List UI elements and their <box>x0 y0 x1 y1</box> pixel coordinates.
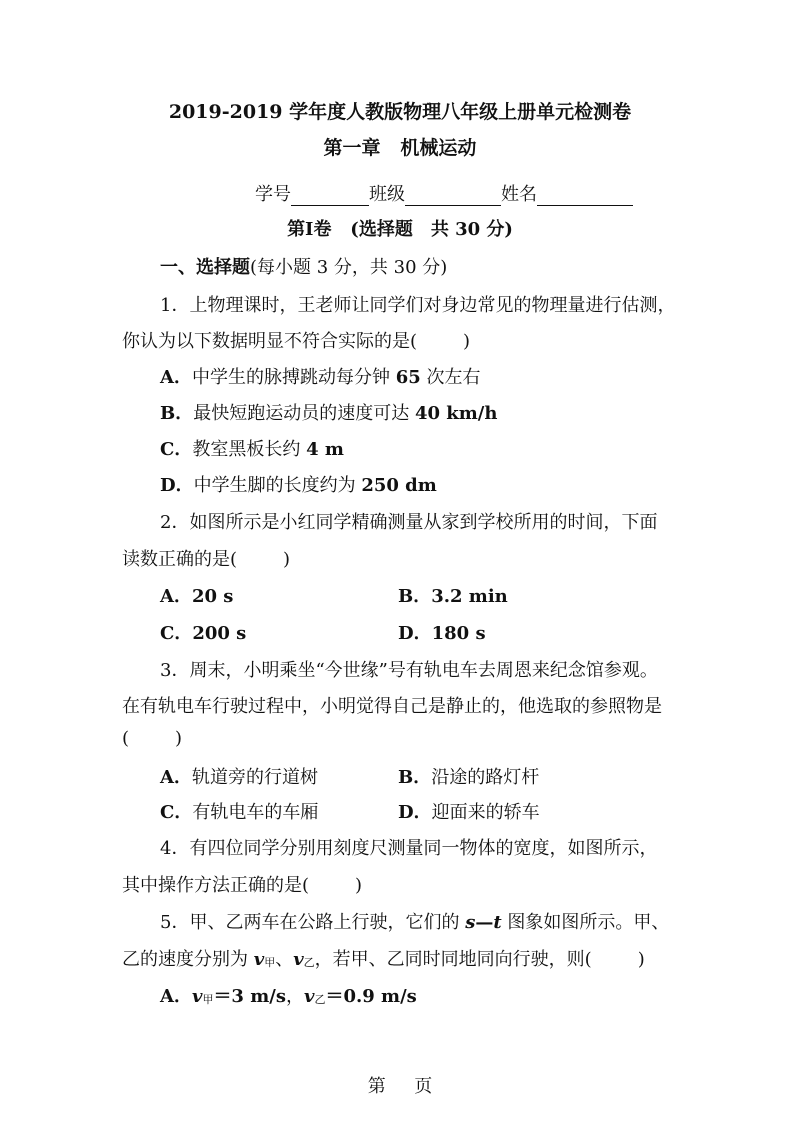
exam-title: 2019-2019 学年度人教版物理八年级上册单元检测卷 <box>168 101 632 123</box>
class-blank[interactable] <box>405 187 501 206</box>
question-1-line-2: 你认为以下数据明显不符合实际的是( ) <box>122 331 471 352</box>
question-2-line-1: 2．如图所示是小红同学精确测量从家到学校所用的时间，下面 <box>160 512 658 533</box>
question-4-line-2: 其中操作方法正确的是( ) <box>122 875 363 896</box>
question-3-option-c[interactable]: C．有轨电车的车厢 <box>160 802 319 823</box>
question-1-option-a[interactable]: A．中学生的脉搏跳动每分钟 65 次左右 <box>160 367 481 388</box>
student-id-label: 学号 <box>255 184 291 205</box>
question-3-option-d[interactable]: D．迎面来的轿车 <box>398 802 540 823</box>
question-1-option-c[interactable]: C．教室黑板长约 4 m <box>160 439 344 460</box>
question-1-option-b[interactable]: B．最快短跑运动员的速度可达 40 km/h <box>160 403 498 424</box>
question-2-line-2: 读数正确的是( ) <box>122 549 291 570</box>
question-2-option-c[interactable]: C．200 s <box>160 623 247 644</box>
student-info-row <box>255 180 633 206</box>
question-1-option-d[interactable]: D．中学生脚的长度约为 250 dm <box>160 475 437 496</box>
student-id-blank[interactable] <box>291 187 369 206</box>
part-heading: 第Ⅰ卷 (选择题 共 30 分) <box>287 219 513 240</box>
class-label: 班级 <box>369 184 405 205</box>
page-footer: 第 页 <box>367 1076 433 1097</box>
question-3-line-1: 3．周末，小明乘坐“今世缘”号有轨电车去周恩来纪念馆参观。 <box>160 660 658 681</box>
question-2-option-b[interactable]: B．3.2 min <box>398 586 508 607</box>
name-label: 姓名 <box>501 184 537 205</box>
question-4-line-1: 4．有四位同学分别用刻度尺测量同一物体的宽度，如图所示， <box>160 838 658 859</box>
chapter-title: 第一章 机械运动 <box>323 137 477 159</box>
question-5-line-1: 5．甲、乙两车在公路上行驶，它们的 s—t 图象如图所示。甲、 <box>160 912 670 933</box>
question-5-line-2: 乙的速度分别为 v甲、v乙，若甲、乙同时同地同向行驶，则( ) <box>122 949 645 970</box>
question-type-heading: 一、选择题(每小题 3 分，共 30 分) <box>160 257 448 278</box>
question-3-option-b[interactable]: B．沿途的路灯杆 <box>398 767 540 788</box>
question-1-line-1: 1．上物理课时，王老师让同学们对身边常见的物理量进行估测， <box>160 295 676 316</box>
question-2-option-a[interactable]: A．20 s <box>160 586 234 607</box>
question-5-option-a[interactable]: A．v甲＝3 m/s，v乙＝0.9 m/s <box>160 986 417 1007</box>
question-3-line-3: ( ) <box>122 728 183 749</box>
question-2-option-d[interactable]: D．180 s <box>398 623 486 644</box>
name-blank[interactable] <box>537 187 633 206</box>
question-3-line-2: 在有轨电车行驶过程中，小明觉得自己是静止的，他选取的参照物是 <box>122 696 662 717</box>
question-3-option-a[interactable]: A．轨道旁的行道树 <box>160 767 318 788</box>
